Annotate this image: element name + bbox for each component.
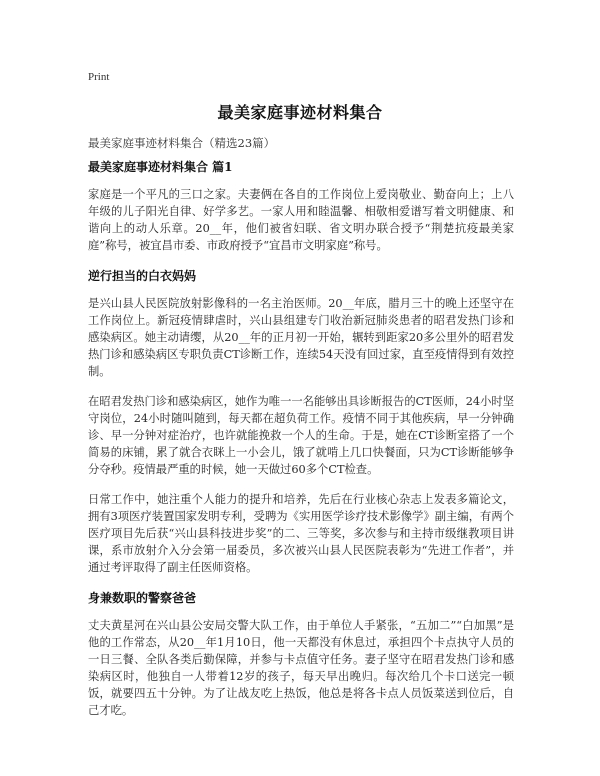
paragraph: 是兴山县人民医院放射影像科的一名主治医师。20__年底，腊月三十的晚上还坚守在工作岗位上。新冠疫情肆虐时，兴山县组建专门收治新冠肺炎患者的昭君发热门诊和感染病区。她主动请缨，从20__年的正月初一开始，辗转到距家20多公里外的昭君发热门诊和感染病区专职负责CT诊断工作，连续54天没有回过家，直至疫情得到有效控制。 [88,297,514,378]
document-subtitle: 最美家庭事迹材料集合（精选23篇） [88,136,276,150]
subsection-heading-father: 身兼数职的警察爸爸 [88,591,197,605]
paragraph: 在昭君发热门诊和感染病区，她作为唯一一名能够出具诊断报告的CT医师，24小时坚守岗位，24小时随叫随到，每天都在超负荷工作。疫情不同于其他疾病，早一分钟确诊、早一分钟对症治疗，也许就能挽救一个人的生命。于是，她在CT诊断室搭了一个简易的床铺，累了就合衣眯上一小会儿，饿了就啃上几口快餐面，只为CT诊断能够争分夺秒。疫情最严重的时候，她一天做过60多个CT检查。 [88,395,514,476]
intro-paragraph: 家庭是一个平凡的三口之家。夫妻俩在各自的工作岗位上爱岗敬业、勤奋向上；上八年级的儿子阳光自律、好学多艺。一家人用和睦温馨、相敬相爱谱写着文明健康、和谐向上的动人乐章。20__年，他们被省妇联、省文明办联合授予“荆楚抗疫最美家庭”称号，被宜昌市委、市政府授予“宜昌市文明家庭”称号。 [88,188,514,252]
subsection-heading-mother: 逆行担当的白衣妈妈 [88,269,197,283]
paragraph: 丈夫黄星河在兴山县公安局交警大队工作，由于单位人手紧张，“五加二”“白加黑”是他的工作常态，从20__年1月10日，他一天都没有休息过，承担四个卡点执守人员的一日三餐、全队各类后勤保障，并参与卡点值守任务。妻子坚守在昭君发热门诊和感染病区时，他独自一人带着12岁的孩子，每天早出晚归。每次给几个卡口送完一顿饭，就要四五十分钟。为了让战友吃上热饭，他总是将各卡点人员饭菜送到位后，自己才吃。 [88,619,514,717]
paragraph: 日常工作中，她注重个人能力的提升和培养，先后在行业核心杂志上发表多篇论文，拥有3项医疗装置国家发明专利，受聘为《实用医学诊疗技术影像学》副主编，有两个医疗项目先后获“兴山县科技进步奖”的二、三等奖，多次参与和主持市级继教项目讲课，系市放射介入分会第一届委员，多次被兴山县人民医院表彰为“先进工作者”，并通过考评取得了副主任医师资格。 [88,493,514,574]
document-body [88,158,514,732]
print-link[interactable]: Print [88,71,110,83]
page-title: 最美家庭事迹材料集合 [217,103,383,122]
section-heading: 最美家庭事迹材料集合 篇1 [88,160,233,174]
